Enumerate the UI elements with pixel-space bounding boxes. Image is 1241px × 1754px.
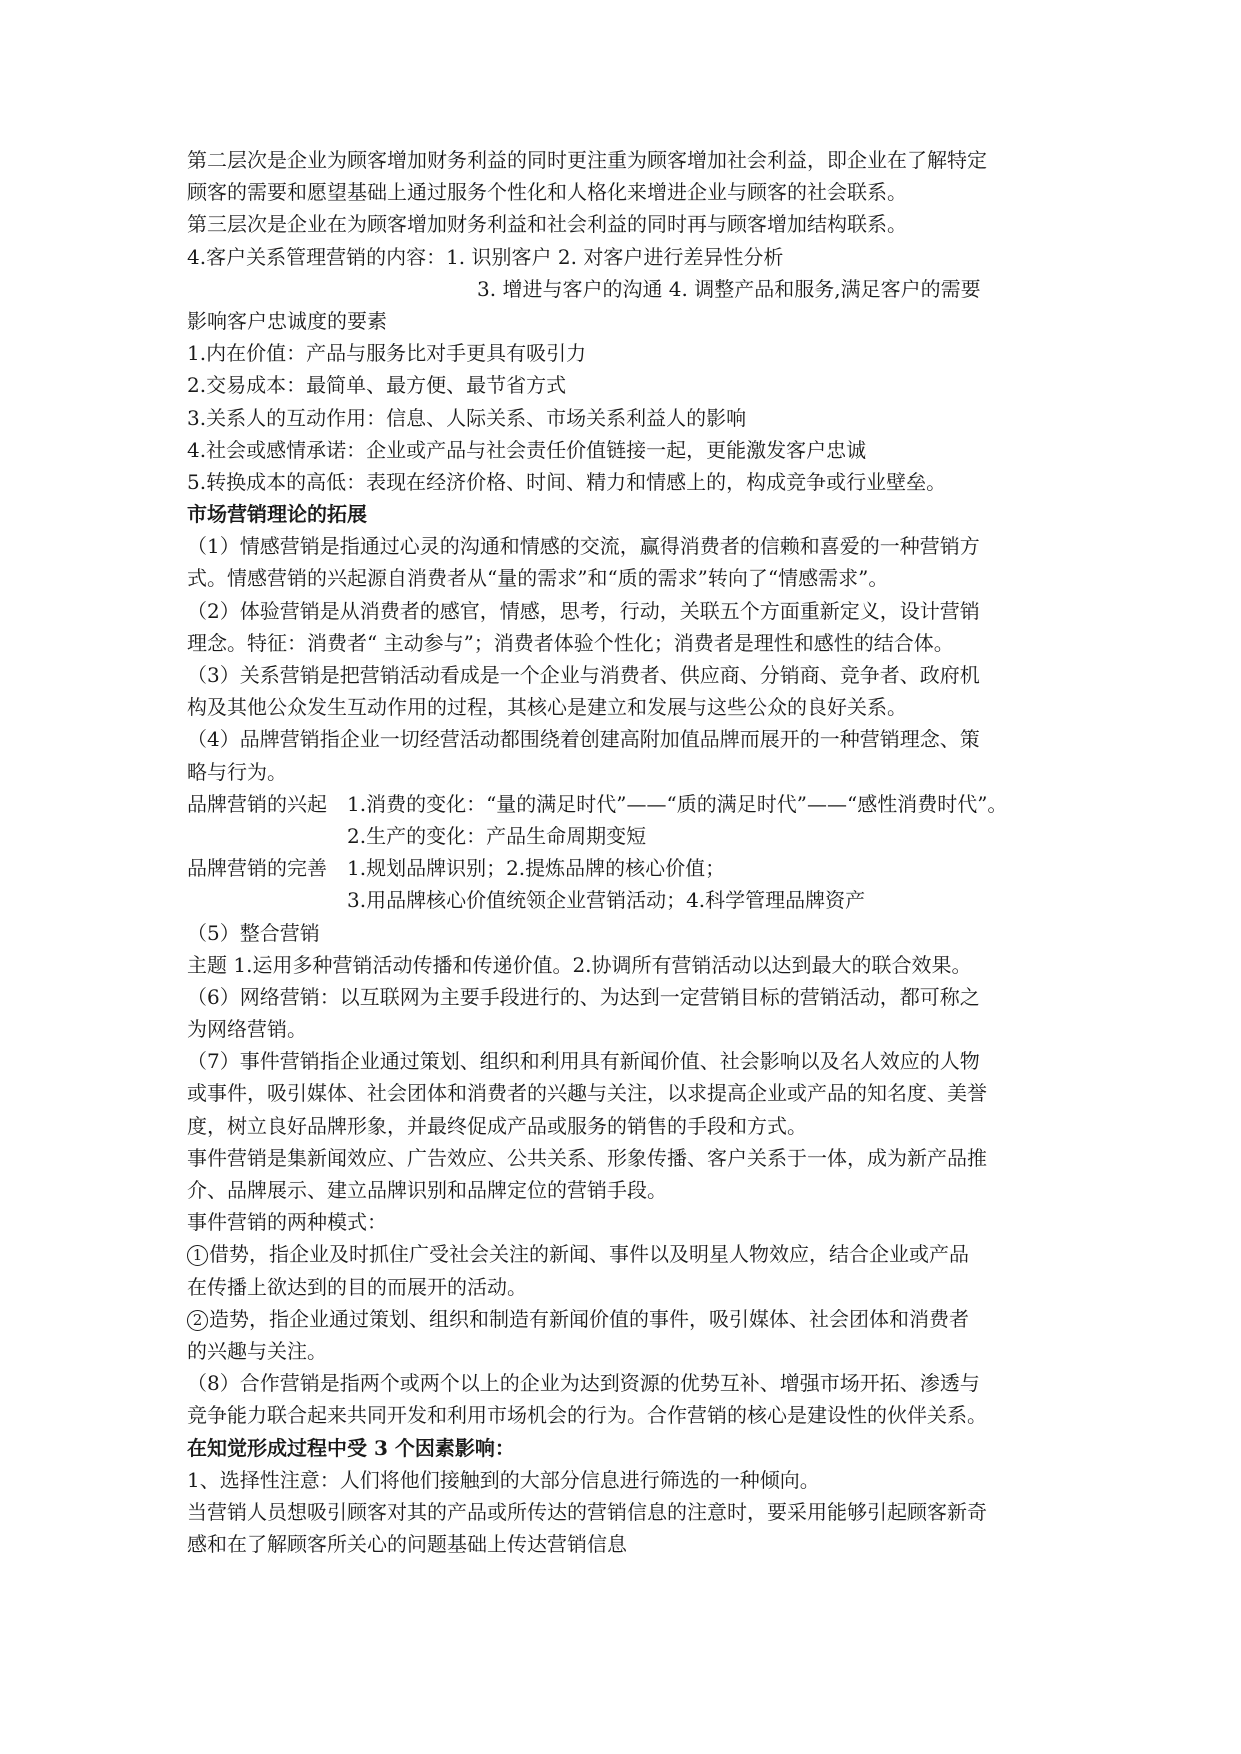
list-item-text: 借势，指企业及时抓住广受社会关注的新闻、事件以及明星人物效应，结合企业或产品 bbox=[209, 1242, 969, 1267]
paragraph-line: （2）体验营销是从消费者的感官，情感，思考，行动，关联五个方面重新定义，设计营销 bbox=[187, 598, 980, 623]
row-text: 1.消费的变化：“量的满足时代”——“质的满足时代”——“感性消费时代”。 bbox=[347, 791, 1008, 816]
paragraph-line: 的兴趣与关注。 bbox=[187, 1338, 327, 1363]
list-item: 5.转换成本的高低：表现在经济价格、时间、精力和情感上的，构成竞争或行业壁垒。 bbox=[187, 469, 947, 494]
paragraph-line: 主题 1.运用多种营销活动传播和传递价值。2.协调所有营销活动以达到最大的联合效果。 bbox=[187, 952, 972, 977]
paragraph-line: 3.用品牌核心价值统领企业营销活动；4.科学管理品牌资产 bbox=[347, 888, 866, 913]
list-item: 1.内在价值：产品与服务比对手更具有吸引力 bbox=[187, 341, 587, 366]
list-item: 2.交易成本：最简单、最方便、最节省方式 bbox=[187, 373, 567, 398]
paragraph-line: 理念。特征：消费者“ 主动参与”；消费者体验个性化；消费者是理性和感性的结合体。 bbox=[187, 630, 954, 655]
list-item bbox=[187, 1238, 1057, 1270]
document-body bbox=[187, 144, 1057, 1560]
paragraph-line: 为网络营销。 bbox=[187, 1017, 307, 1042]
paragraph-line: （8）合作营销是指两个或两个以上的企业为达到资源的优势互补、增强市场开拓、渗透与 bbox=[187, 1371, 980, 1396]
labeled-row bbox=[187, 788, 1057, 820]
paragraph-line: （4）品牌营销指企业一切经营活动都围绕着创建高附加值品牌而展开的一种营销理念、策 bbox=[187, 727, 980, 752]
circled-number: 2 bbox=[187, 1310, 208, 1331]
paragraph-line: 或事件，吸引媒体、社会团体和消费者的兴趣与关注，以求提高企业或产品的知名度、美誉 bbox=[187, 1081, 987, 1106]
row-text: 1.规划品牌识别；2.提炼品牌的核心价值； bbox=[347, 856, 726, 881]
list-item: 4.社会或感情承诺：企业或产品与社会责任价值链接一起，更能激发客户忠诚 bbox=[187, 437, 867, 462]
paragraph-line: 顾客的需要和愿望基础上通过服务个性化和人格化来增进企业与顾客的社会联系。 bbox=[187, 180, 907, 205]
paragraph-line: 1、选择性注意：人们将他们接触到的大部分信息进行筛选的一种倾向。 bbox=[187, 1467, 820, 1492]
paragraph-line: 介、品牌展示、建立品牌识别和品牌定位的营销手段。 bbox=[187, 1178, 667, 1202]
paragraph-line: 略与行为。 bbox=[187, 759, 287, 784]
paragraph-line: 3. 增进与客户的沟通 4. 调整产品和服务,满足客户的需要 bbox=[477, 276, 981, 301]
list-item bbox=[187, 1303, 1057, 1335]
list-item: 3.关系人的互动作用：信息、人际关系、市场关系利益人的影响 bbox=[187, 405, 747, 430]
paragraph-line: 影响客户忠诚度的要素 bbox=[187, 308, 387, 333]
paragraph-line: 在传播上欲达到的目的而展开的活动。 bbox=[187, 1274, 527, 1299]
row-label: 品牌营销的完善 bbox=[187, 856, 327, 881]
paragraph-line: 事件营销的两种模式： bbox=[187, 1210, 387, 1235]
paragraph-line: 第二层次是企业为顾客增加财务利益的同时更注重为顾客增加社会利益，即企业在了解特定 bbox=[187, 148, 987, 172]
paragraph-line: （3）关系营销是把营销活动看成是一个企业与消费者、供应商、分销商、竞争者、政府机 bbox=[187, 663, 980, 687]
paragraph-line: 度，树立良好品牌形象，并最终促成产品或服务的销售的手段和方式。 bbox=[187, 1113, 807, 1138]
paragraph-line: （7）事件营销指企业通过策划、组织和利用具有新闻价值、社会影响以及名人效应的人物 bbox=[187, 1049, 980, 1074]
paragraph-line: 竞争能力联合起来共同开发和利用市场机会的行为。合作营销的核心是建设性的伙伴关系。 bbox=[187, 1403, 987, 1428]
paragraph-line: （1）情感营销是指通过心灵的沟通和情感的交流，赢得消费者的信赖和喜爱的一种营销方 bbox=[187, 534, 980, 559]
paragraph-line: 第三层次是企业在为顾客增加财务利益和社会利益的同时再与顾客增加结构联系。 bbox=[187, 212, 907, 237]
row-label: 品牌营销的兴起 bbox=[187, 791, 327, 816]
paragraph-line: （6）网络营销：以互联网为主要手段进行的、为达到一定营销目标的营销活动，都可称之 bbox=[187, 984, 980, 1009]
paragraph-line: 4.客户关系管理营销的内容：1. 识别客户 2. 对客户进行差异性分析 bbox=[187, 244, 784, 269]
paragraph-line: 式。情感营销的兴起源自消费者从“量的需求”和“质的需求”转向了“情感需求”。 bbox=[187, 566, 889, 591]
labeled-row bbox=[187, 852, 1057, 884]
paragraph-line: 感和在了解顾客所关心的问题基础上传达营销信息 bbox=[187, 1532, 627, 1557]
section-heading: 市场营销理论的拓展 bbox=[187, 502, 367, 527]
section-heading: 在知觉形成过程中受 3 个因素影响： bbox=[187, 1435, 515, 1460]
paragraph-line: （5）整合营销 bbox=[187, 920, 320, 945]
paragraph-line: 2.生产的变化：产品生命周期变短 bbox=[347, 823, 647, 848]
list-item-text: 造势，指企业通过策划、组织和制造有新闻价值的事件，吸引媒体、社会团体和消费者 bbox=[209, 1306, 969, 1331]
paragraph-line: 事件营销是集新闻效应、广告效应、公共关系、形象传播、客户关系于一体，成为新产品推 bbox=[187, 1145, 987, 1170]
paragraph-line: 当营销人员想吸引顾客对其的产品或所传达的营销信息的注意时，要采用能够引起顾客新奇 bbox=[187, 1499, 987, 1524]
paragraph-line: 构及其他公众发生互动作用的过程，其核心是建立和发展与这些公众的良好关系。 bbox=[187, 695, 907, 720]
circled-number: 1 bbox=[187, 1245, 208, 1266]
